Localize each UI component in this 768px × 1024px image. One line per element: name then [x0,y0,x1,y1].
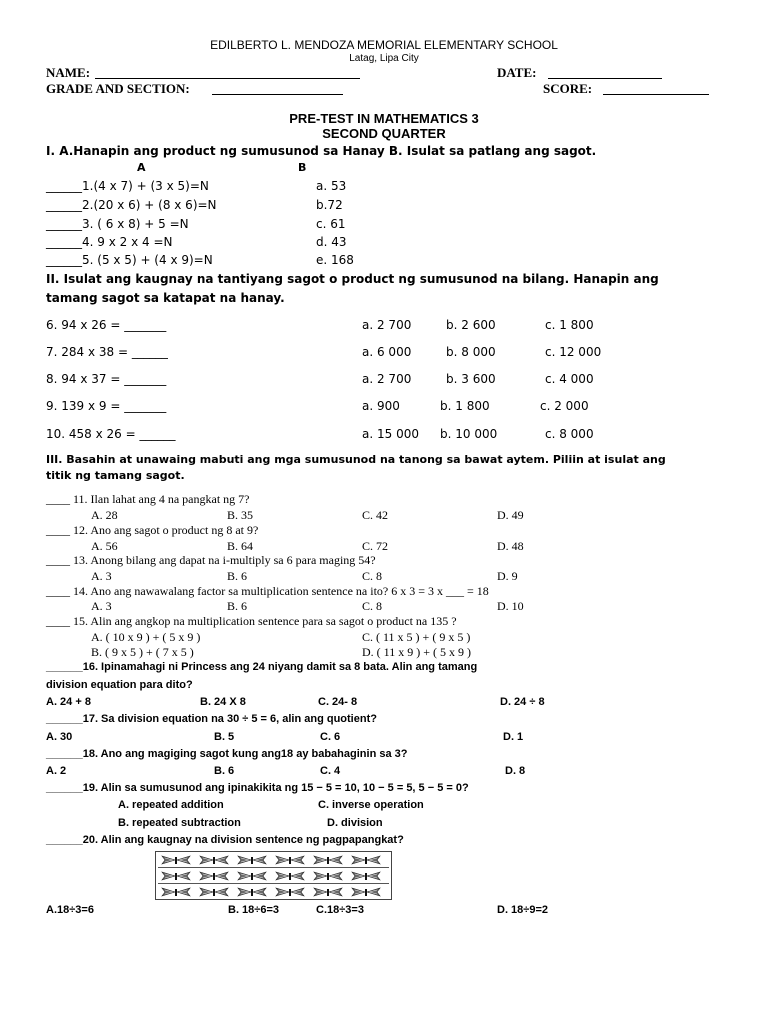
part2-item-8-c: c. 4 000 [545,372,594,386]
part2-item-7-a: a. 6 000 [362,345,412,359]
butterfly-grid [156,852,391,899]
part2-item-9-c: c. 2 000 [540,399,589,413]
part2-item-8-a: a. 2 700 [362,372,412,386]
butterfly-row-1 [162,856,380,864]
part1-item-5: ______5. (5 x 5) + (4 x 9)=N [46,253,213,267]
q14-option-d: D. 10 [497,599,524,613]
part2-instruction-line2: tamang sagot sa katapat na hanay. [46,291,285,305]
part2-item-10-c: c. 8 000 [545,427,594,441]
q20-option-a: A.18÷3=6 [46,904,94,916]
q15-option-b: B. ( 9 x 5 ) + ( 7 x 5 ) [91,645,194,659]
test-subtitle: SECOND QUARTER [322,126,446,141]
q19-option-c: C. inverse operation [318,799,424,811]
q17-option-b: B. 5 [214,731,235,743]
score-label: SCORE: [543,81,593,96]
q19-option-b: B. repeated subtraction [118,817,241,829]
q16-option-a: A. 24 + 8 [46,696,91,708]
q18-option-c: C. 4 [320,765,341,777]
q19-option-d: D. division [327,817,383,829]
q15-option-d: D. ( 11 x 9 ) + ( 5 x 9 ) [362,645,471,659]
q16-option-b: B. 24 X 8 [200,696,246,708]
q13-option-a: A. 3 [91,569,112,583]
part1-item-1: ______1.(4 x 7) + (3 x 5)=N [46,179,209,193]
butterfly-row-2 [162,872,380,880]
q13-option-c: C. 8 [362,569,383,583]
test-title: PRE-TEST IN MATHEMATICS 3 [289,111,479,126]
q20-option-c: C.18÷3=3 [316,904,364,916]
part1-choice-3: c. 61 [316,217,346,231]
q18-option-d: D. 8 [505,765,526,777]
part2-instruction-line1: II. Isulat ang kaugnay na tantiyang sagot o product ng sumusunod na bilang. Hanapin ang [46,272,659,286]
q12-option-d: D. 48 [497,539,524,553]
q17-option-d: D. 1 [503,731,524,743]
part3-instruction-line1: III. Basahin at unawaing mabuti ang mga sumusunod na tanong sa bawat aytem. Piliin at isulat ang [46,453,666,466]
part2-item-7-c: c. 12 000 [545,345,602,359]
q13-option-b: B. 6 [227,569,248,583]
question-18: ______18. Ano ang magiging sagot kung ang18 ay babahaginin sa 3? [46,748,408,760]
part1-choice-2: b.72 [316,198,343,212]
part2-item-9-a: a. 900 [362,399,400,413]
q18-option-b: B. 6 [214,765,235,777]
butterfly-grouping-image [155,851,392,900]
q17-option-a: A. 30 [46,731,73,743]
q16-option-d: D. 24 ÷ 8 [500,696,545,708]
question-16-line2: division equation para dito? [46,679,193,691]
part2-item-6-a: a. 2 700 [362,318,412,332]
q17-option-c: C. 6 [320,731,341,743]
grade-section-label: GRADE AND SECTION: [46,81,190,96]
part1-choice-5: e. 168 [316,253,354,267]
q11-option-d: D. 49 [497,508,524,522]
school-address: Latag, Lipa City [349,53,419,64]
part2-item-6: 6. 94 x 26 = _______ [46,318,167,332]
q12-option-c: C. 72 [362,539,389,553]
score-field[interactable] [603,94,709,95]
q12-option-a: A. 56 [91,539,118,553]
column-b-header: B [298,161,307,174]
school-name: EDILBERTO L. MENDOZA MEMORIAL ELEMENTARY SCHOOL [210,38,558,52]
question-17: ______17. Sa division equation na 30 ÷ 5 = 6, alin ang quotient? [46,713,377,725]
part2-item-9-b: b. 1 800 [440,399,490,413]
part2-item-7-b: b. 8 000 [446,345,496,359]
part2-item-10-b: b. 10 000 [440,427,498,441]
q20-option-b: B. 18÷6=3 [228,904,279,916]
q14-option-b: B. 6 [227,599,248,613]
part3-instruction-line2: titik ng tamang sagot. [46,469,185,482]
part1-item-2: ______2.(20 x 6) + (8 x 6)=N [46,198,217,212]
part2-item-9: 9. 139 x 9 = _______ [46,399,167,413]
question-11: ____ 11. Ilan lahat ang 4 na pangkat ng 7? [46,492,250,506]
question-20: ______20. Alin ang kaugnay na division sentence ng pagpapangkat? [46,834,404,846]
question-14: ____ 14. Ano ang nawawalang factor sa multiplication sentence na ito? 6 x 3 = 3 x ___ = 18 [46,584,489,598]
q11-option-c: C. 42 [362,508,389,522]
question-13: ____ 13. Anong bilang ang dapat na i-multiply sa 6 para maging 54? [46,553,376,567]
question-19: ______19. Alin sa sumusunod ang ipinakikita ng 15 − 5 = 10, 10 − 5 = 5, 5 − 5 = 0? [46,782,469,794]
column-a-header: A [137,161,146,174]
part2-item-7: 7. 284 x 38 = ______ [46,345,168,359]
grade-section-field[interactable] [212,94,343,95]
part1-item-3: ______3. ( 6 x 8) + 5 =N [46,217,189,231]
q16-option-c: C. 24- 8 [318,696,358,708]
q14-option-a: A. 3 [91,599,112,613]
part2-item-6-b: b. 2 600 [446,318,496,332]
date-label: DATE: [497,65,537,80]
part1-choice-1: a. 53 [316,179,347,193]
question-16-line1: ______16. Ipinamahagi ni Princess ang 24 niyang damit sa 8 bata. Alin ang tamang [46,661,478,673]
name-field[interactable] [95,78,360,79]
q18-option-a: A. 2 [46,765,67,777]
question-12: ____ 12. Ano ang sagot o product ng 8 at 9? [46,523,259,537]
name-label: NAME: [46,65,91,80]
part1-choice-4: d. 43 [316,235,347,249]
part2-item-8: 8. 94 x 37 = _______ [46,372,167,386]
q15-option-c: C. ( 11 x 5 ) + ( 9 x 5 ) [362,630,471,644]
q11-option-a: A. 28 [91,508,118,522]
q13-option-d: D. 9 [497,569,518,583]
q15-option-a: A. ( 10 x 9 ) + ( 5 x 9 ) [91,630,201,644]
part2-item-6-c: c. 1 800 [545,318,594,332]
butterfly-row-3 [162,888,380,896]
part1-instruction: I. A.Hanapin ang product ng sumusunod sa Hanay B. Isulat sa patlang ang sagot. [46,144,597,158]
part2-item-8-b: b. 3 600 [446,372,496,386]
part2-item-10-a: a. 15 000 [362,427,419,441]
q14-option-c: C. 8 [362,599,383,613]
date-field[interactable] [548,78,662,79]
q12-option-b: B. 64 [227,539,254,553]
q20-option-d: D. 18÷9=2 [497,904,548,916]
q11-option-b: B. 35 [227,508,254,522]
question-15: ____ 15. Alin ang angkop na multiplication sentence para sa sagot o product na 135 ? [46,614,457,628]
part2-item-10: 10. 458 x 26 = ______ [46,427,176,441]
q19-option-a: A. repeated addition [118,799,224,811]
part1-item-4: ______4. 9 x 2 x 4 =N [46,235,173,249]
